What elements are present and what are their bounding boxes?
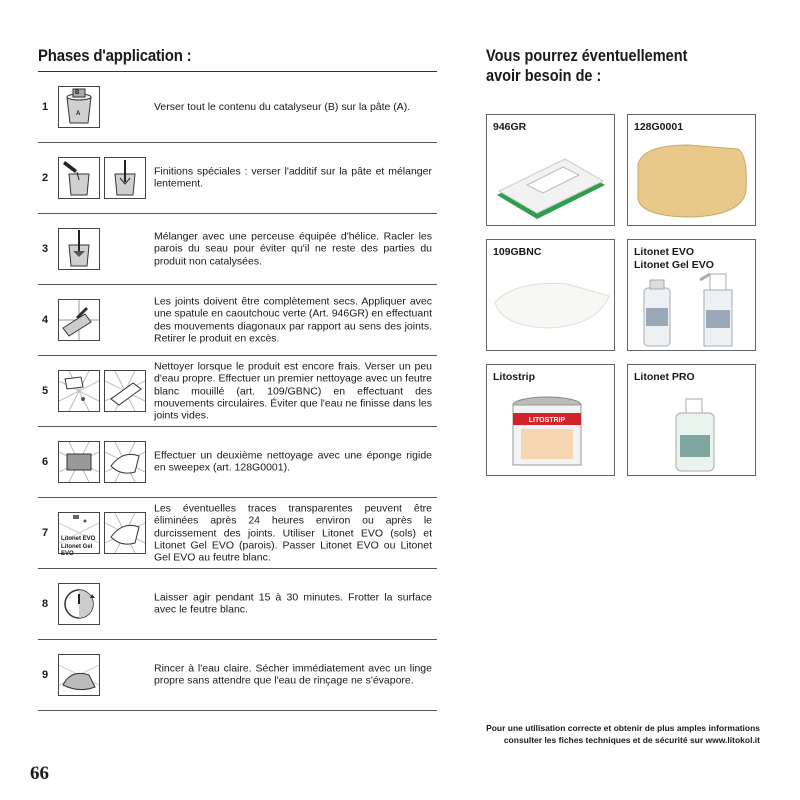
drill-mixer-icon: [58, 228, 100, 270]
product-946gr: [486, 114, 615, 226]
step-number: 7: [42, 527, 49, 539]
footer-note: Pour une utilisation correcte et obtenir de plus amples informations consulter les fiches techniques et de sécurité sur www.litokol.it: [486, 723, 760, 745]
step-text: Effectuer un deuxième nettoyage avec une éponge rigide en sweepex (art. 128G0001).: [154, 449, 432, 474]
step-text: Les éventuelles traces transparentes peuvent être éliminées après 24 heures environ ou après le durcissement des joints. Utiliser Litonet EVO (sols) et Litonet Gel EVO (parois). Passer Litonet EVO ou Litonet Gel EVO au feutre blanc.: [154, 502, 432, 564]
bottle-image: [628, 365, 757, 477]
timer-icon: [58, 583, 100, 625]
catalyst-label: B: [75, 90, 80, 96]
spray-clean-icon: [58, 512, 100, 557]
step-row: [38, 569, 437, 640]
sponge-image: [628, 115, 757, 227]
rubber-float-icon: [58, 299, 100, 341]
bottles-image: [628, 240, 757, 352]
step-text: Verser tout le contenu du catalyseur (B) sur la pâte (A).: [154, 100, 411, 113]
page-number: 66: [30, 763, 49, 784]
title-line: avoir besoin de :: [486, 67, 602, 85]
white-pad-image: [487, 240, 616, 352]
product-code: Litostrip: [493, 371, 535, 383]
step-number: 6: [42, 456, 49, 468]
step-row: [38, 356, 437, 427]
can-label: LITOSTRIP: [528, 417, 566, 424]
step-number: 1: [42, 101, 49, 113]
product-label: Litonet EVO: [61, 536, 96, 542]
step-row: [38, 214, 437, 285]
can-image: [487, 365, 616, 477]
product-litonet-evo: [627, 239, 756, 351]
steps-list: [38, 72, 437, 711]
product-litonet-pro: [627, 364, 756, 476]
bucket-pour-icon: [58, 86, 100, 128]
step-row: [38, 498, 437, 569]
step-number: 5: [42, 385, 49, 397]
product-code: 128G0001: [634, 121, 684, 133]
felt-pad-clean-icon: [104, 370, 146, 412]
step-number: 3: [42, 243, 49, 255]
product-code: 946GR: [493, 121, 527, 133]
step-number: 2: [42, 172, 49, 184]
step-row: [38, 640, 437, 711]
step-text: Rincer à l'eau claire. Sécher immédiatement avec un linge propre sans attendre que l'eau de rinçage ne s'évapore.: [154, 662, 432, 687]
product-109gbnc: [486, 239, 615, 351]
product-code: Litonet EVO Litonet Gel EVO: [634, 246, 714, 271]
step-number: 9: [42, 669, 49, 681]
step-row: [38, 143, 437, 214]
water-pour-icon: [58, 370, 100, 412]
hand-wipe-icon: [104, 441, 146, 483]
rubber-float-image: [487, 115, 616, 227]
additive-pour-icon: [58, 157, 100, 199]
step-number: 8: [42, 598, 49, 610]
step-text: Nettoyer lorsque le produit est encore frais. Verser un peu d'eau propre. Effectuer un premier nettoyage avec un feutre blanc mouillé (art. 109/GBNC) en effectuant des mouvements circulaires. Éviter que l'eau ne finisse dans les joints vides.: [154, 360, 432, 422]
sponge-icon: [58, 441, 100, 483]
step-row: [38, 285, 437, 356]
step-row: [38, 72, 437, 143]
product-code: Litonet PRO: [634, 371, 695, 383]
cloth-dry-icon: [58, 654, 100, 696]
section-title-you-may-need: [486, 46, 687, 86]
paste-label: A: [76, 111, 81, 117]
section-title-application-phases: Phases d'application :: [38, 46, 192, 65]
product-label: Litonet Gel EVO: [61, 544, 93, 557]
product-128g0001: [627, 114, 756, 226]
step-text: Laisser agir pendant 15 à 30 minutes. Frotter la surface avec le feutre blanc.: [154, 591, 432, 616]
product-litostrip: [486, 364, 615, 476]
stir-icon: [104, 157, 146, 199]
product-code: 109GBNC: [493, 246, 542, 258]
title-line: Vous pourrez éventuellement: [486, 47, 688, 65]
step-text: Les joints doivent être complètement secs. Appliquer avec une spatule en caoutchouc verte (Art. 946GR) en effectuant des mouvements diagonaux par rapport au sens des joints. Retirer le produit en excès.: [154, 295, 432, 345]
step-text: Finitions spéciales : verser l'additif sur la pâte et mélanger lentement.: [154, 165, 432, 190]
step-row: [38, 427, 437, 498]
step-text: Mélanger avec une perceuse équipée d'hélice. Racler les parois du seau pour éviter qu'il ne reste des parties du produit non catalysées.: [154, 230, 432, 268]
step-number: 4: [42, 314, 49, 326]
hand-wipe-icon: [104, 512, 146, 554]
